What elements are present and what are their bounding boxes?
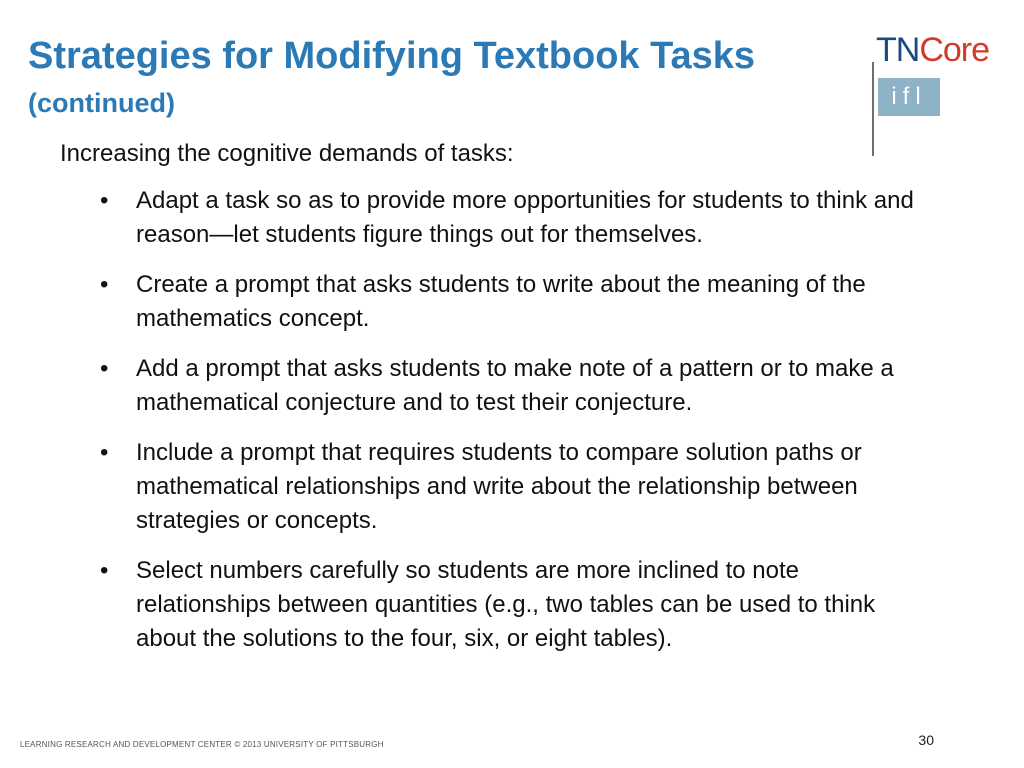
bullet-icon: • bbox=[100, 187, 109, 214]
page-number: 30 bbox=[918, 732, 934, 748]
tncore-ifl-logo bbox=[872, 30, 1012, 130]
bullet-item-4 bbox=[0, 436, 936, 538]
footer-credit: LEARNING RESEARCH AND DEVELOPMENT CENTER © 2013 UNIVERSITY OF PITTSBURGH bbox=[20, 740, 384, 749]
bullet-text-1: Adapt a task so as to provide more opportunities for students to think and reason—let students figure things out for themselves. bbox=[136, 187, 914, 248]
slide-subtitle: (continued) bbox=[28, 88, 175, 118]
ifl-badge: ifl bbox=[878, 78, 940, 116]
bullet-text-5: Select numbers carefully so students are more inclined to note relationships between quantities (e.g., two tables can be used to think about the solutions to the four, six, or eight tables). bbox=[136, 557, 876, 652]
core-text: Core bbox=[919, 31, 990, 69]
bullet-list bbox=[0, 184, 1024, 672]
bullet-icon: • bbox=[100, 557, 109, 584]
bullet-icon: • bbox=[100, 355, 109, 382]
tncore-wordmark bbox=[876, 30, 989, 70]
intro-text: Increasing the cognitive demands of tasks: bbox=[60, 140, 514, 167]
bullet-item-3 bbox=[0, 352, 936, 420]
logo-divider bbox=[872, 62, 874, 156]
bullet-icon: • bbox=[100, 271, 109, 298]
bullet-item-1 bbox=[0, 184, 936, 252]
bullet-text-2: Create a prompt that asks students to write about the meaning of the mathematics concept. bbox=[136, 271, 866, 332]
bullet-text-4: Include a prompt that requires students to compare solution paths or mathematical relationships and write about the relationship between strategies or concepts. bbox=[136, 439, 862, 534]
bullet-text-3: Add a prompt that asks students to make note of a pattern or to make a mathematical conjecture and to test their conjecture. bbox=[136, 355, 894, 416]
slide-title: Strategies for Modifying Textbook Tasks bbox=[28, 35, 756, 77]
bullet-item-5 bbox=[0, 554, 936, 656]
bullet-icon: • bbox=[100, 439, 109, 466]
tn-text: TN bbox=[876, 31, 920, 69]
bullet-item-2 bbox=[0, 268, 936, 336]
